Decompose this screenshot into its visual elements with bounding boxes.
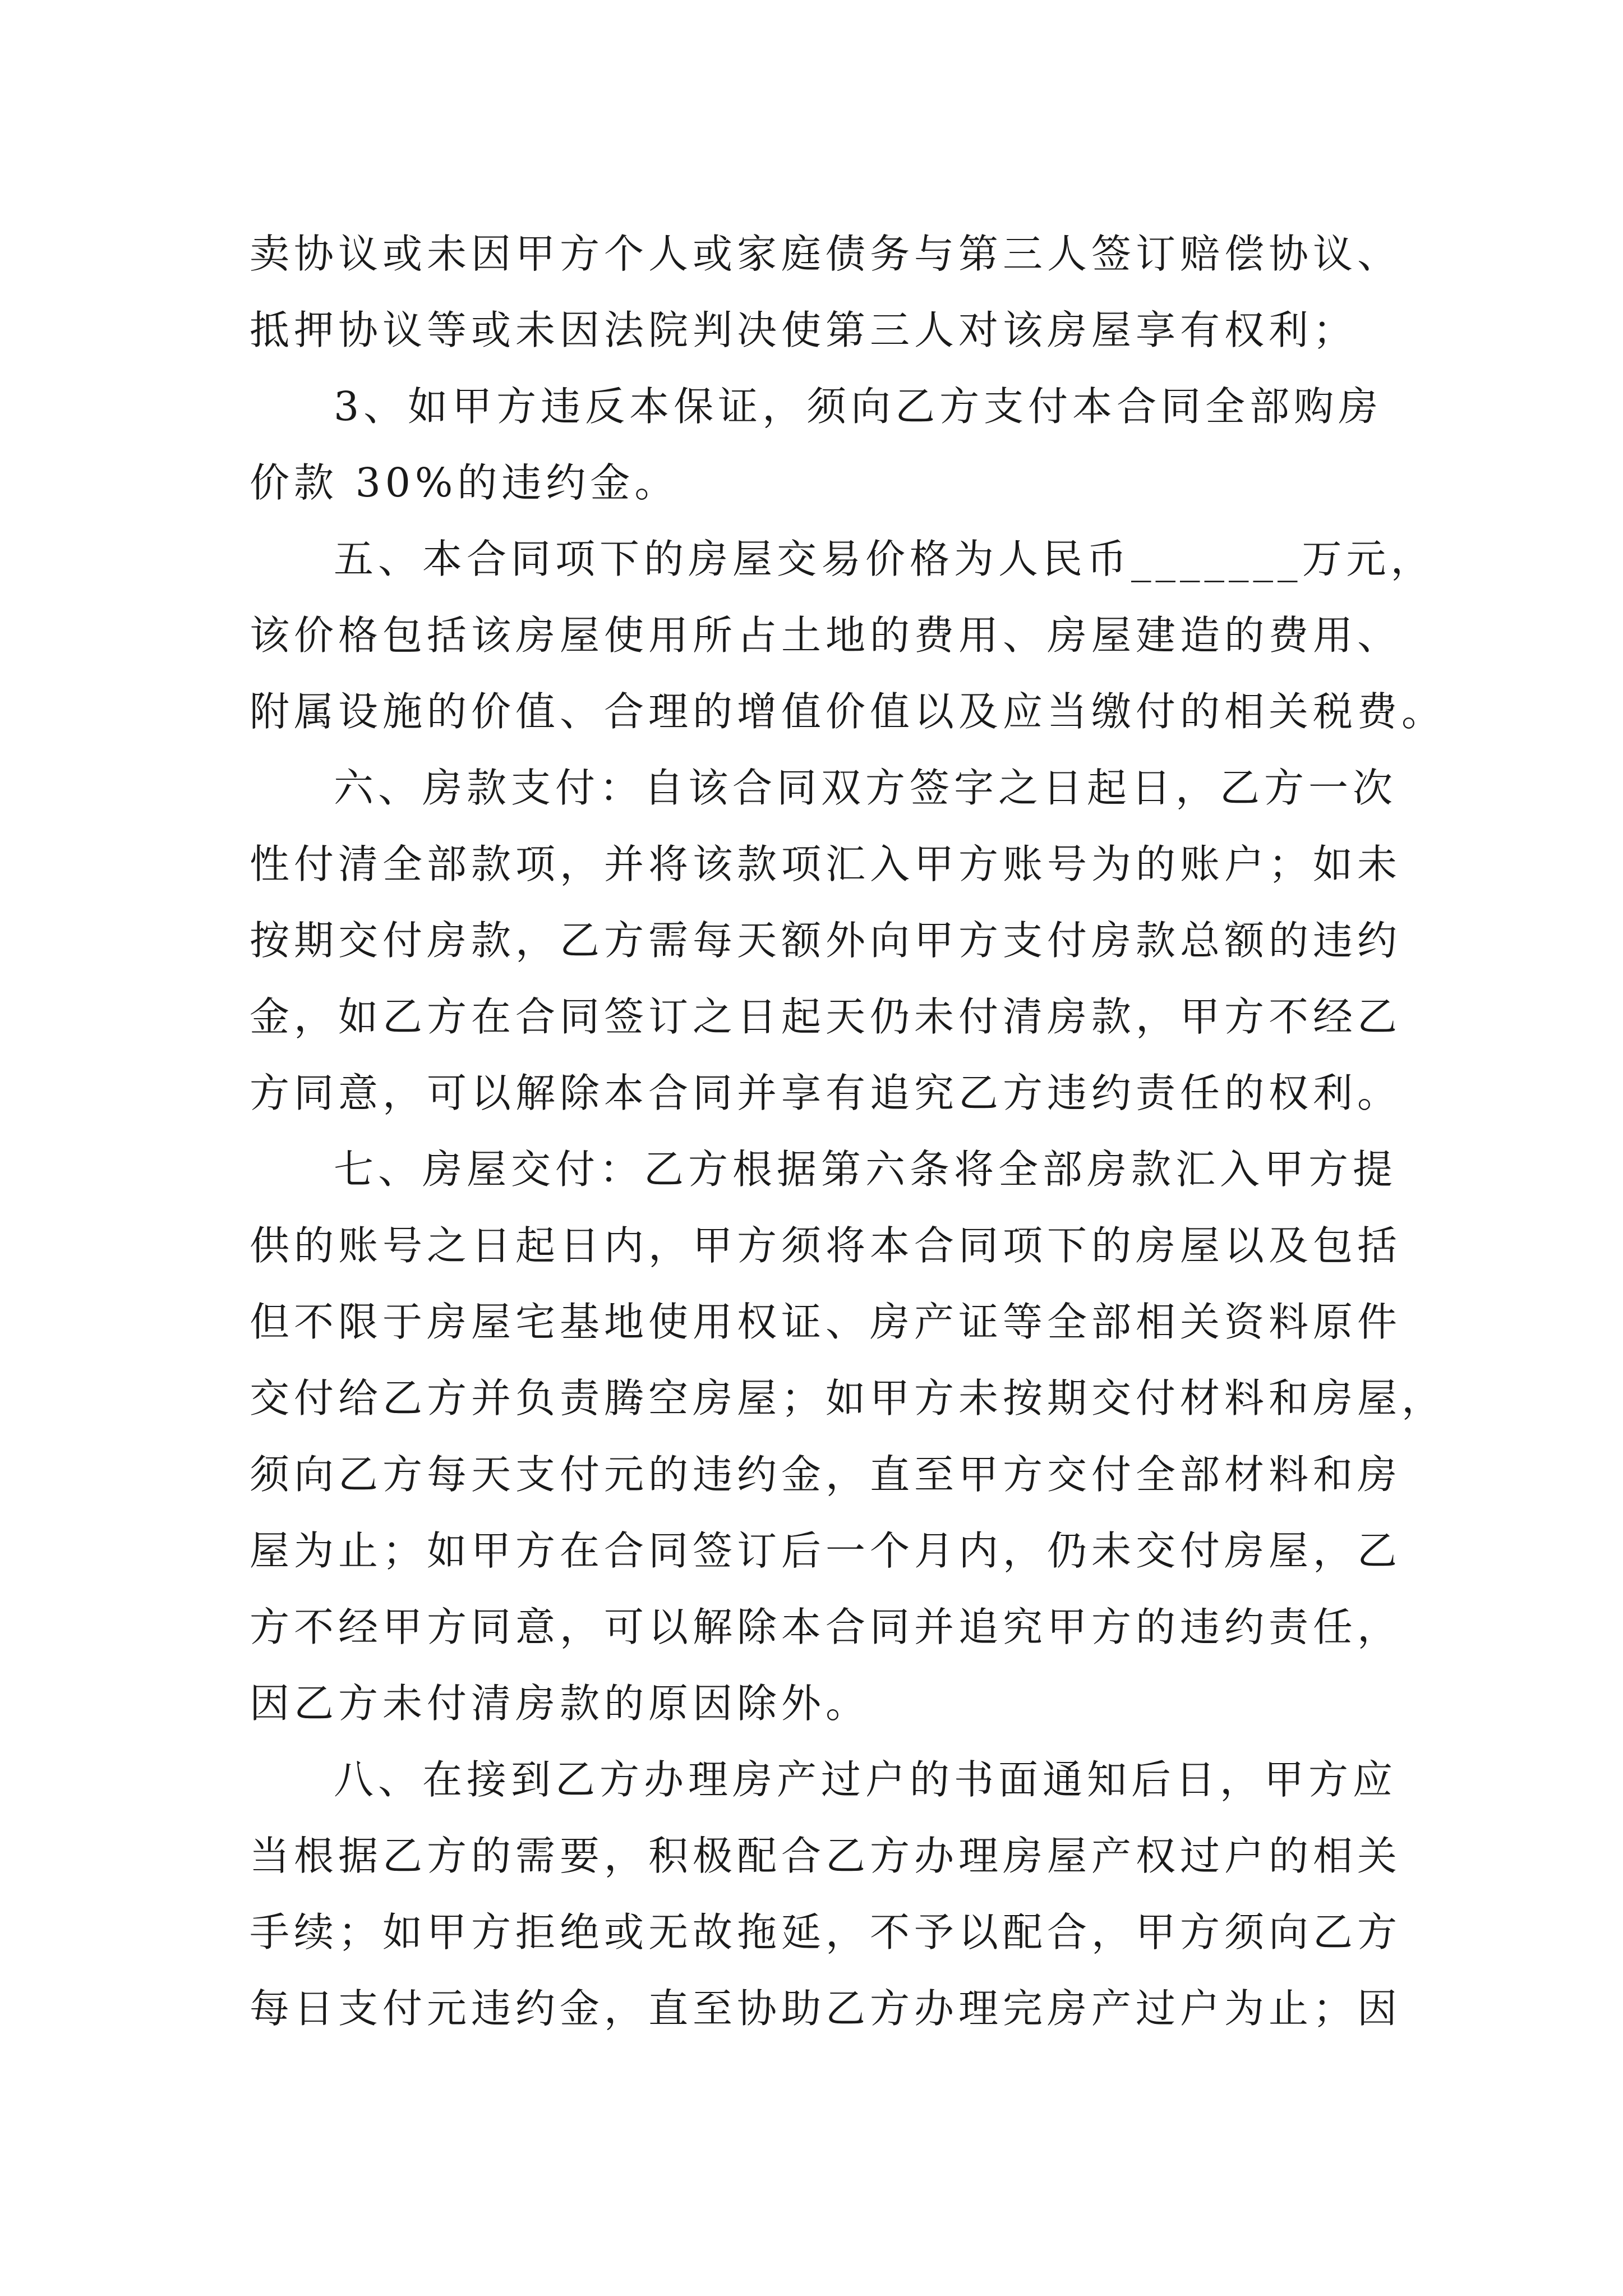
text-line: 供的账号之日起日内，甲方须将本合同项下的房屋以及包括 <box>250 1222 1402 1269</box>
text-line: 方同意，可以解除本合同并享有追究乙方违约责任的权利。 <box>250 1070 1402 1116</box>
text-line: 按期交付房款，乙方需每天额外向甲方支付房款总额的违约 <box>250 917 1402 964</box>
text-line: 价款 30%的违约金。 <box>250 459 679 506</box>
contract-body-text <box>250 216 1446 2047</box>
text-line: 须向乙方每天支付元的违约金，直至甲方交付全部材料和房 <box>250 1451 1402 1498</box>
text-line: 交付给乙方并负责腾空房屋；如甲方未按期交付材料和房屋， <box>250 1375 1446 1421</box>
text-line: 但不限于房屋宅基地使用权证、房产证等全部相关资料原件 <box>250 1299 1402 1345</box>
text-line: 性付清全部款项，并将该款项汇入甲方账号为的账户；如未 <box>250 841 1402 887</box>
text-line: 该价格包括该房屋使用所占土地的费用、房屋建造的费用、 <box>250 612 1402 659</box>
text-line: 3、如甲方违反本保证，须向乙方支付本合同全部购房 <box>334 383 1383 430</box>
text-line: 六、房款支付：自该合同双方签字之日起日，乙方一次 <box>334 765 1398 811</box>
text-line: 当根据乙方的需要，积极配合乙方办理房屋产权过户的相关 <box>250 1833 1402 1879</box>
text-line: 每日支付元违约金，直至协助乙方办理完房产过户为止；因 <box>250 1985 1402 2032</box>
text-line: 因乙方未付清房款的原因除外。 <box>250 1680 870 1727</box>
text-line: 八、在接到乙方办理房产过户的书面通知后日，甲方应 <box>334 1756 1398 1803</box>
text-line: 附属设施的价值、合理的增值价值以及应当缴付的相关税费。 <box>250 688 1446 735</box>
text-line: 屋为止；如甲方在合同签订后一个月内，仍未交付房屋，乙 <box>250 1527 1402 1574</box>
text-line: 方不经甲方同意，可以解除本合同并追究甲方的违约责任， <box>250 1604 1402 1650</box>
text-line: 抵押协议等或未因法院判决使第三人对该房屋享有权利； <box>250 307 1358 353</box>
text-line: 七、房屋交付：乙方根据第六条将全部房款汇入甲方提 <box>334 1146 1398 1193</box>
text-line: 五、本合同项下的房屋交易价格为人民币_______万元， <box>334 536 1435 582</box>
text-line: 手续；如甲方拒绝或无故拖延，不予以配合，甲方须向乙方 <box>250 1909 1402 1955</box>
text-line: 卖协议或未因甲方个人或家庭债务与第三人签订赔偿协议、 <box>250 231 1402 277</box>
text-line: 金，如乙方在合同签订之日起天仍未付清房款，甲方不经乙 <box>250 993 1402 1040</box>
